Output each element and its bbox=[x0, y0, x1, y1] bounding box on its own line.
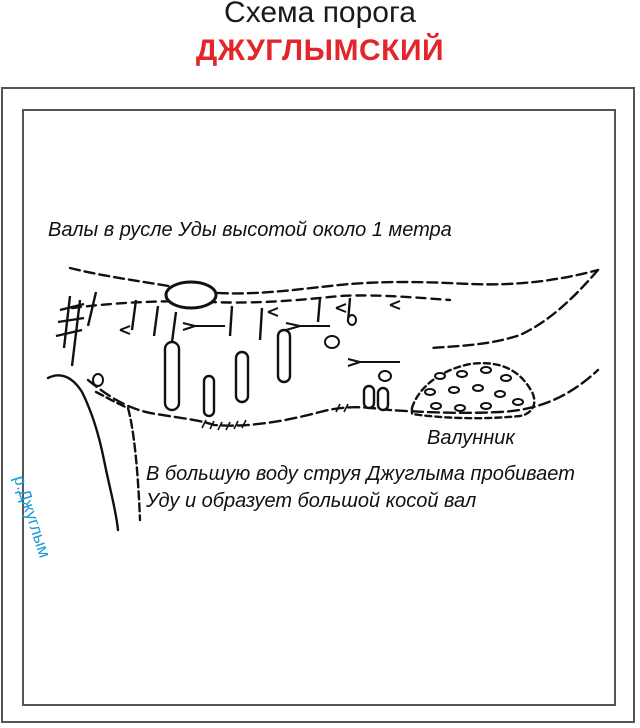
boulder-field-label: Валунник bbox=[427, 427, 515, 449]
shoals bbox=[165, 330, 388, 416]
waves-note: Валы в русле Уды высотой около 1 метра bbox=[48, 219, 452, 241]
tributary-label: р.Джуглым bbox=[9, 473, 55, 561]
flood-note: В большую воду струя Джуглыма пробивает Уду и образует большой косой вал bbox=[146, 463, 575, 512]
scheme-title: Схема порога bbox=[224, 0, 416, 29]
stones bbox=[93, 315, 523, 411]
rock bbox=[166, 282, 216, 308]
rapid-name: ДЖУГЛЫМСКИЙ bbox=[195, 34, 445, 67]
right-bank bbox=[430, 270, 598, 348]
upper-bank bbox=[70, 268, 598, 293]
